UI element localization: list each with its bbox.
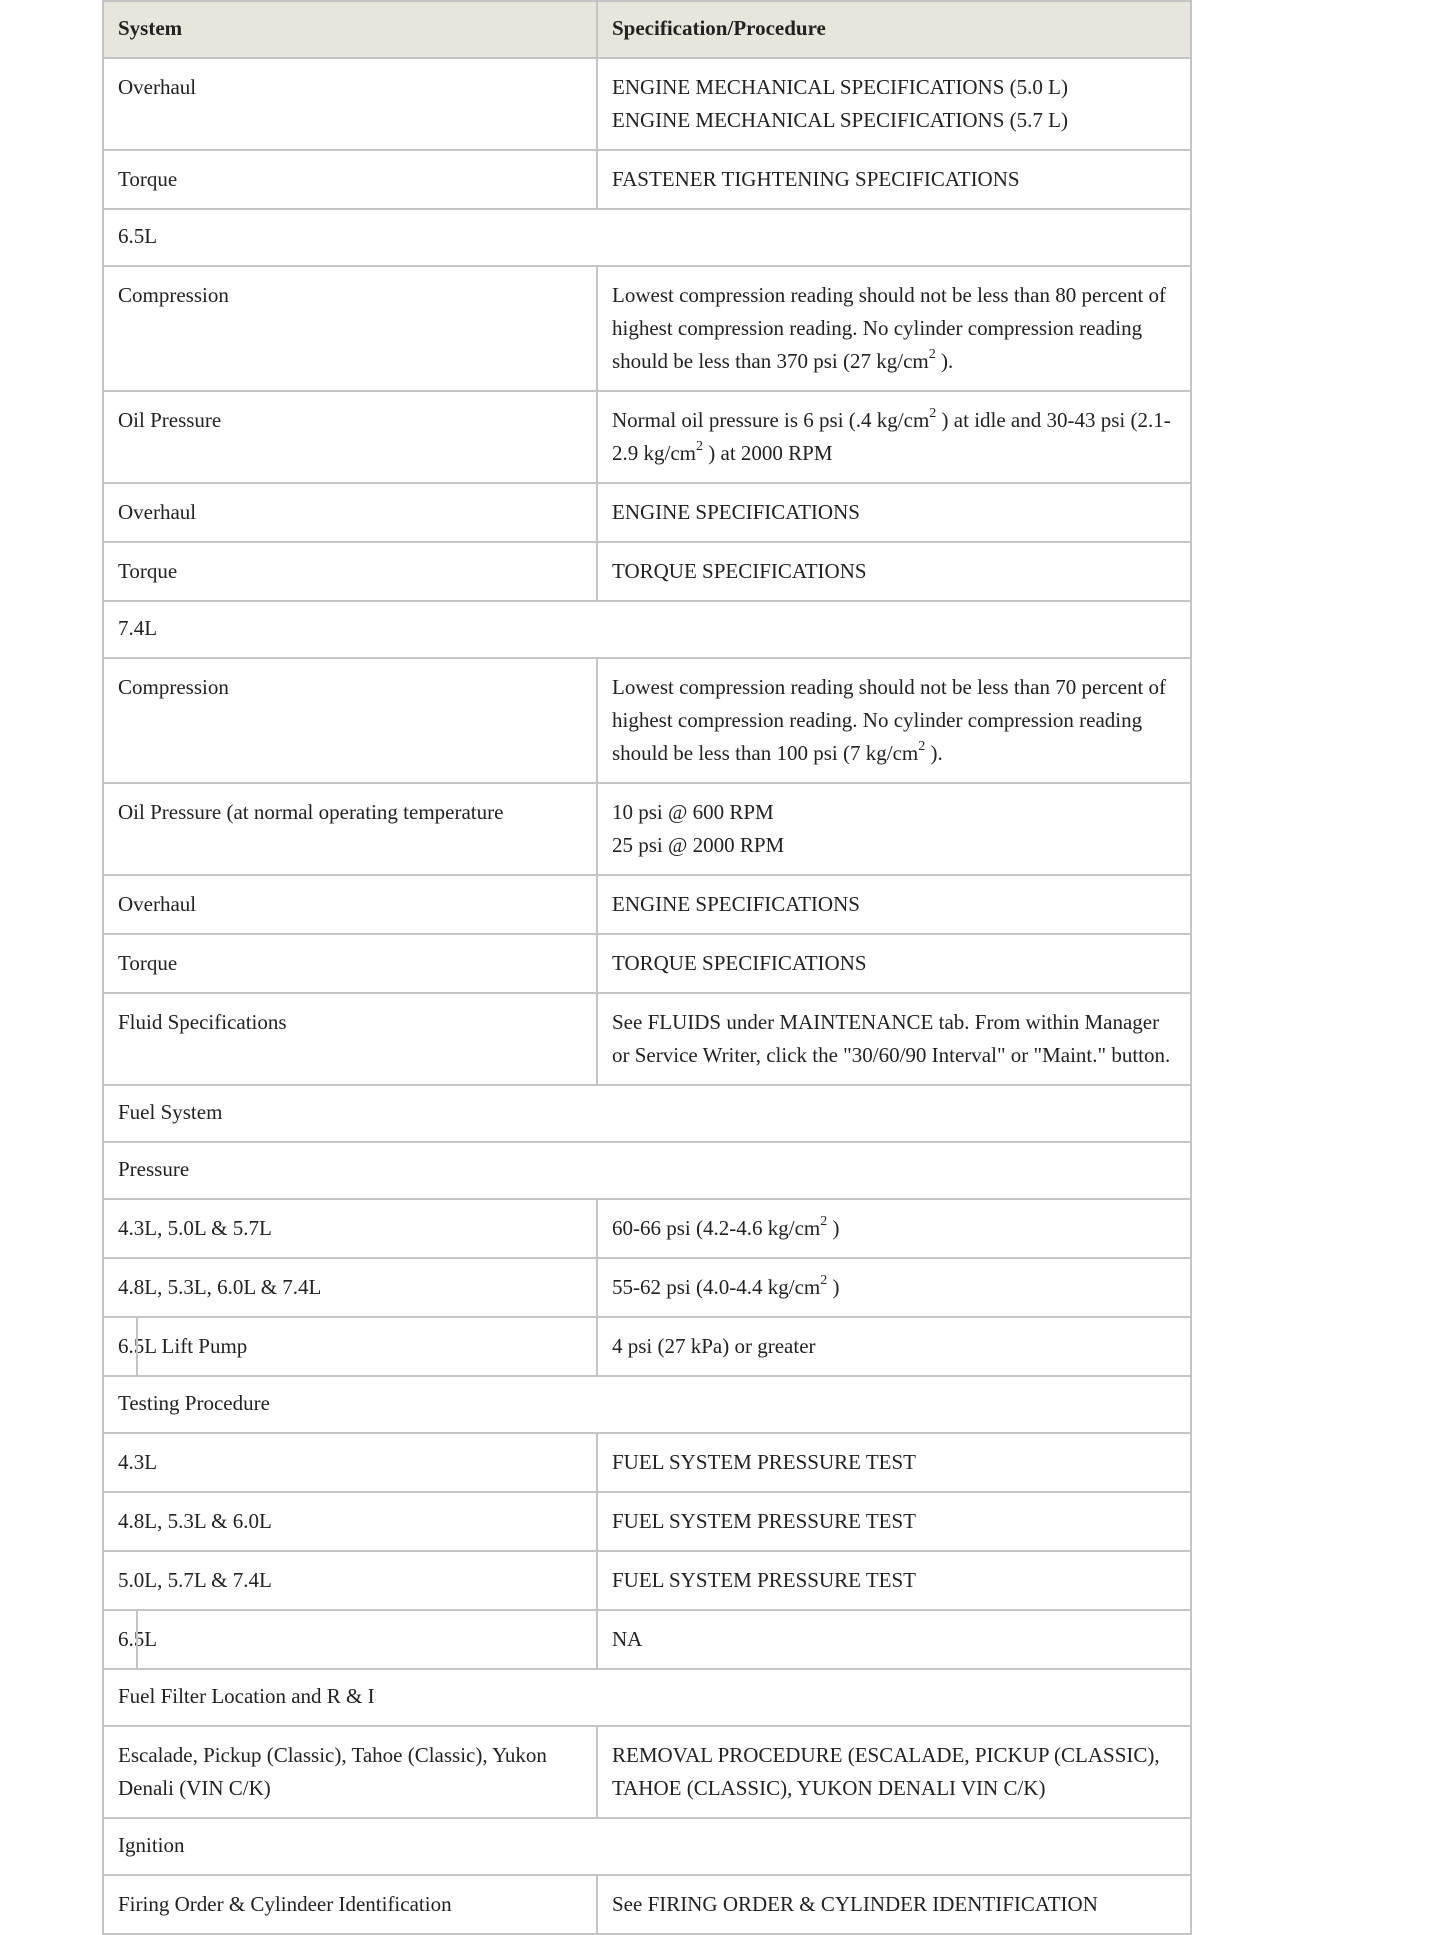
table-row [103,58,1191,150]
spec-line: 25 psi @ 2000 RPM [612,833,785,857]
system-cell: 4.3L [103,1433,597,1492]
table-row [103,993,1191,1085]
superscript: 2 [820,1214,828,1229]
table-row [103,875,1191,934]
superscript: 2 [929,406,937,421]
table-row [103,1492,1191,1551]
spec-cell: 4 psi (27 kPa) or greater [597,1317,1191,1376]
spec-text: ) at 2000 RPM [703,441,833,465]
spec-cell [597,58,1191,150]
section-row [103,1142,1191,1199]
superscript: 2 [696,439,703,454]
table-row [103,1726,1191,1818]
system-cell: Overhaul [103,58,597,150]
spec-cell: FUEL SYSTEM PRESSURE TEST [597,1433,1191,1492]
spec-cell: FUEL SYSTEM PRESSURE TEST [597,1551,1191,1610]
system-cell: Fluid Specifications [103,993,597,1085]
spec-text: ) [827,1275,840,1299]
spec-cell [597,1258,1191,1317]
section-heading: Fuel System [103,1085,1191,1142]
table-row [103,658,1191,783]
spec-line: ENGINE MECHANICAL SPECIFICATIONS (5.0 L) [612,75,1068,99]
table-row [103,150,1191,209]
section-row [103,1085,1191,1142]
system-cell: Torque [103,542,597,601]
table-row [103,1199,1191,1258]
system-cell: Overhaul [103,483,597,542]
system-cell: Oil Pressure [103,391,597,483]
spec-line: 10 psi @ 600 RPM [612,800,774,824]
table-row [103,483,1191,542]
system-cell: Compression [103,658,597,783]
spec-cell: TORQUE SPECIFICATIONS [597,934,1191,993]
spec-cell: See FLUIDS under MAINTENANCE tab. From within Manager or Service Writer, click the "30/60/90 Interval" or "Maint." button. [597,993,1191,1085]
spec-text: 55-62 psi (4.0-4.4 kg/cm [612,1275,821,1299]
spec-cell: TORQUE SPECIFICATIONS [597,542,1191,601]
section-heading: Pressure [103,1142,1191,1199]
table-row [103,542,1191,601]
spec-text: Lowest compression reading should not be less than 70 percent of highest compression reading. No cylinder compression reading should be less than 100 psi (7 kg/cm [612,675,1167,765]
spec-text: Lowest compression reading should not be less than 80 percent of highest compression reading. No cylinder compression reading should be less than 370 psi (27 kg/cm [612,283,1167,373]
spec-cell [597,391,1191,483]
table-row [103,1317,1191,1376]
table-row [103,1610,1191,1669]
system-cell: Compression [103,266,597,391]
section-row [103,209,1191,266]
table-row [103,1875,1191,1934]
spec-cell [597,658,1191,783]
table-row [103,266,1191,391]
system-cell: Torque [103,150,597,209]
system-cell: 4.8L, 5.3L, 6.0L & 7.4L [103,1258,597,1317]
superscript: 2 [918,739,926,754]
system-cell: 6.5L Lift Pump [103,1317,597,1376]
system-cell: Escalade, Pickup (Classic), Tahoe (Classic), Yukon Denali (VIN C/K) [103,1726,597,1818]
section-heading: Fuel Filter Location and R & I [103,1669,1191,1726]
system-cell: 4.3L, 5.0L & 5.7L [103,1199,597,1258]
superscript: 2 [820,1273,828,1288]
section-row [103,1376,1191,1433]
system-cell: 5.0L, 5.7L & 7.4L [103,1551,597,1610]
specifications-table [102,0,1192,1935]
spec-cell: ENGINE SPECIFICATIONS [597,875,1191,934]
table-row [103,1433,1191,1492]
table-row [103,934,1191,993]
superscript: 2 [928,347,936,362]
section-row [103,1669,1191,1726]
column-header-spec: Specification/Procedure [597,1,1191,58]
spec-text: Normal oil pressure is 6 psi (.4 kg/cm [612,408,930,432]
spec-cell: FASTENER TIGHTENING SPECIFICATIONS [597,150,1191,209]
spec-text: ) [827,1216,840,1240]
spec-cell [597,266,1191,391]
system-cell: Overhaul [103,875,597,934]
section-heading: Testing Procedure [103,1376,1191,1433]
spec-cell [597,1199,1191,1258]
system-cell: 6.5L [103,1610,597,1669]
spec-line: ENGINE MECHANICAL SPECIFICATIONS (5.7 L) [612,108,1068,132]
spec-cell: See FIRING ORDER & CYLINDER IDENTIFICATION [597,1875,1191,1934]
spec-cell: ENGINE SPECIFICATIONS [597,483,1191,542]
table-row [103,1258,1191,1317]
section-heading: 6.5L [103,209,1191,266]
spec-cell: NA [597,1610,1191,1669]
spec-cell [597,783,1191,875]
spec-text: 60-66 psi (4.2-4.6 kg/cm [612,1216,821,1240]
table-header-row [103,1,1191,58]
system-cell: Firing Order & Cylindeer Identification [103,1875,597,1934]
spec-text: ). [935,349,954,373]
section-row [103,1818,1191,1875]
table-row [103,391,1191,483]
system-cell: 4.8L, 5.3L & 6.0L [103,1492,597,1551]
system-cell: Oil Pressure (at normal operating temperature [103,783,597,875]
table-row [103,783,1191,875]
column-header-system: System [103,1,597,58]
spec-cell: REMOVAL PROCEDURE (ESCALADE, PICKUP (CLASSIC), TAHOE (CLASSIC), YUKON DENALI VIN C/K) [597,1726,1191,1818]
section-heading: 7.4L [103,601,1191,658]
spec-text: ) at idle and 30-43 psi (2.1-2.9 kg/cm [612,408,1171,465]
table-row [103,1551,1191,1610]
section-heading: Ignition [103,1818,1191,1875]
spec-text: ). [925,741,943,765]
section-row [103,601,1191,658]
spec-cell: FUEL SYSTEM PRESSURE TEST [597,1492,1191,1551]
system-cell: Torque [103,934,597,993]
